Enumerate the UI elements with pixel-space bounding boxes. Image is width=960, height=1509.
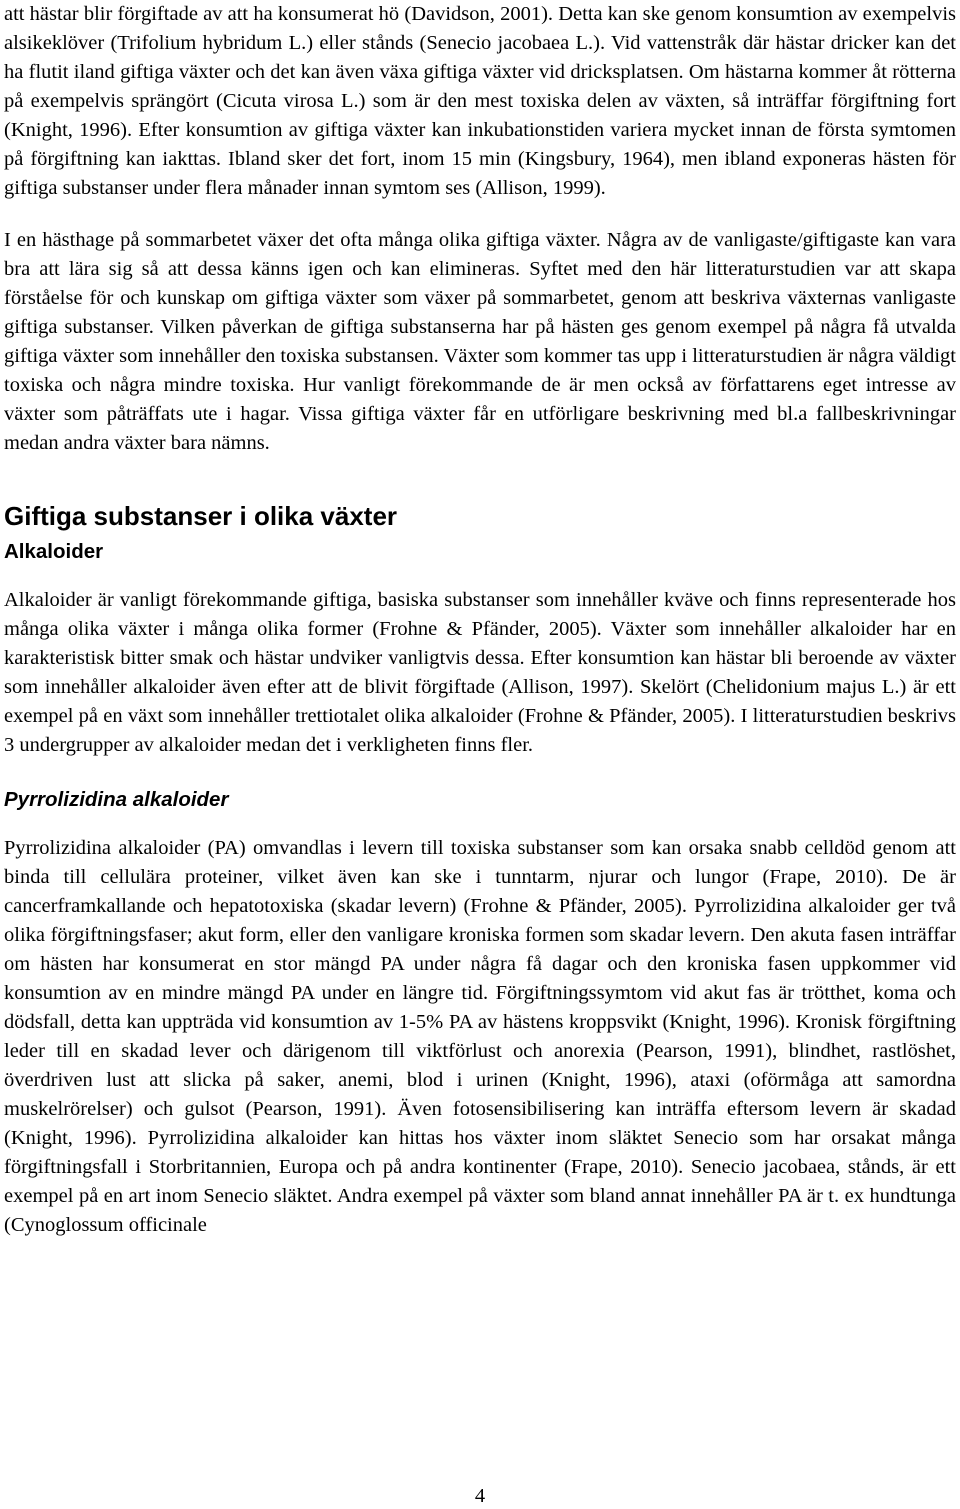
paragraph-pyrrolizidina: Pyrrolizidina alkaloider (PA) omvandlas i levern till toxiska substanser som kan orsaka snabb celldöd genom att binda till cellulära proteiner, vilket även kan ske i tunntarm, njurar och lungor (Frape, 2010). De är cancerframkallande och hepatotoxiska (skadar levern) (Frohne & Pfänder, 2005). Pyrrolizidina alkaloider ger två olika förgiftningsfaser; akut form, eller den vanligare kroniska formen som skadar levern. Den akuta fasen inträffar om hästen har konsumerat en stor mängd PA under några få dagar och den kroniska fasen uppkommer vid konsumtion av en mindre mängd PA under en längre tid. Förgiftningssymtom vid akut fas är trötthet, koma och dödsfall, detta kan uppträda vid konsumtion av 1-5% PA av hästens kroppsvikt (Knight, 1996). Kronisk förgiftning leder till en skadad lever och därigenom till viktförlust och anorexia (Pearson, 1991), blindhet, rastlöshet, överdriven lust att slicka på saker, anemi, blod i urinen (Knight, 1996), ataxi (oförmåga att samordna muskelrörelser) och gulsot (Pearson, 1991). Även fotosensibilisering kan inträffa eftersom levern är skadad (Knight, 1996). Pyrrolizidina alkaloider kan hittas hos växter inom släktet Senecio som har orsakat många förgiftningsfall i Storbritannien, Europa och på andra kontinenter (Frape, 2010). Senecio jacobaea, stånds, är ett exempel på en art inom Senecio släktet. Andra exempel på växter som bland annat innehåller PA är t. ex hundtunga (Cynoglossum officinale xyxy=(4,837,956,1236)
paragraph-intro-continued: att hästar blir förgiftade av att ha konsumerat hö (Davidson, 2001). Detta kan ske genom konsumtion av exempelvis alsikeklöver (Trifolium hybridum L.) eller stånds (Senecio jacobaea L.). Vid vattenstråk där hästar dricker kan det ha flutit iland giftiga växter och det kan även växa giftiga växter vid dricksplatsen. Om hästarna kommer åt rötterna på exempelvis sprängört (Cicuta virosa L.) som är den mest toxiska delen av växten, så inträffar förgiftning fort (Knight, 1996). Efter konsumtion av giftiga växter kan inkubationstiden variera mycket innan de första symtomen på förgiftning kan iakttas. Ibland sker det fort, inom 15 min (Kingsbury, 1964), men ibland exponeras hästen för giftiga substanser under flera månader innan symtom ses (Allison, 1999). xyxy=(4,3,956,199)
paragraph-purpose: I en hästhage på sommarbetet växer det ofta många olika giftiga växter. Några av de vanligaste/giftigaste kan vara bra att lära sig så att dessa känns igen och kan elimineras. Syftet med den här litteraturstudien var att skapa förståelse för och kunskap om giftiga växter som växer på sommarbetet, genom att beskriva växternas vanligaste giftiga substanser. Vilken påverkan de giftiga substanserna har på hästen ges genom exempel på några få utvalda giftiga växter som innehåller den toxiska substansen. Växter som kommer tas upp i litteraturstudien är några väldigt toxiska och några mindre toxiska. Hur vanligt förekommande de är men också av författarens eget intresse av växter som påträffats ute i hagar. Vissa giftiga växter får en utförligare beskrivning med bl.a fallbeskrivningar medan andra växter bara nämns. xyxy=(4,229,956,454)
page-number: 4 xyxy=(474,1485,486,1507)
section-heading: Giftiga substanser i olika växter xyxy=(4,501,398,531)
paragraph-alkaloider: Alkaloider är vanligt förekommande giftiga, basiska substanser som innehåller kväve och finns representerade hos många olika växter i många olika former (Frohne & Pfänder, 2005). Växter som innehåller alkaloider har en karakteristisk bitter smak och hästar undviker vanligtvis dessa. Efter konsumtion kan hästar bli beroende av växter som innehåller alkaloider även efter att de blivit förgiftade (Allison, 1997). Skelört (Chelidonium majus L.) är ett exempel på en växt som innehåller trettiotalet olika alkaloider (Frohne & Pfänder, 2005). I litteraturstudien beskrivs 3 undergrupper av alkaloider medan det i verkligheten finns fler. xyxy=(4,589,956,756)
subsection-heading: Alkaloider xyxy=(4,540,104,563)
subsubsection-heading: Pyrrolizidina alkaloider xyxy=(4,788,229,811)
